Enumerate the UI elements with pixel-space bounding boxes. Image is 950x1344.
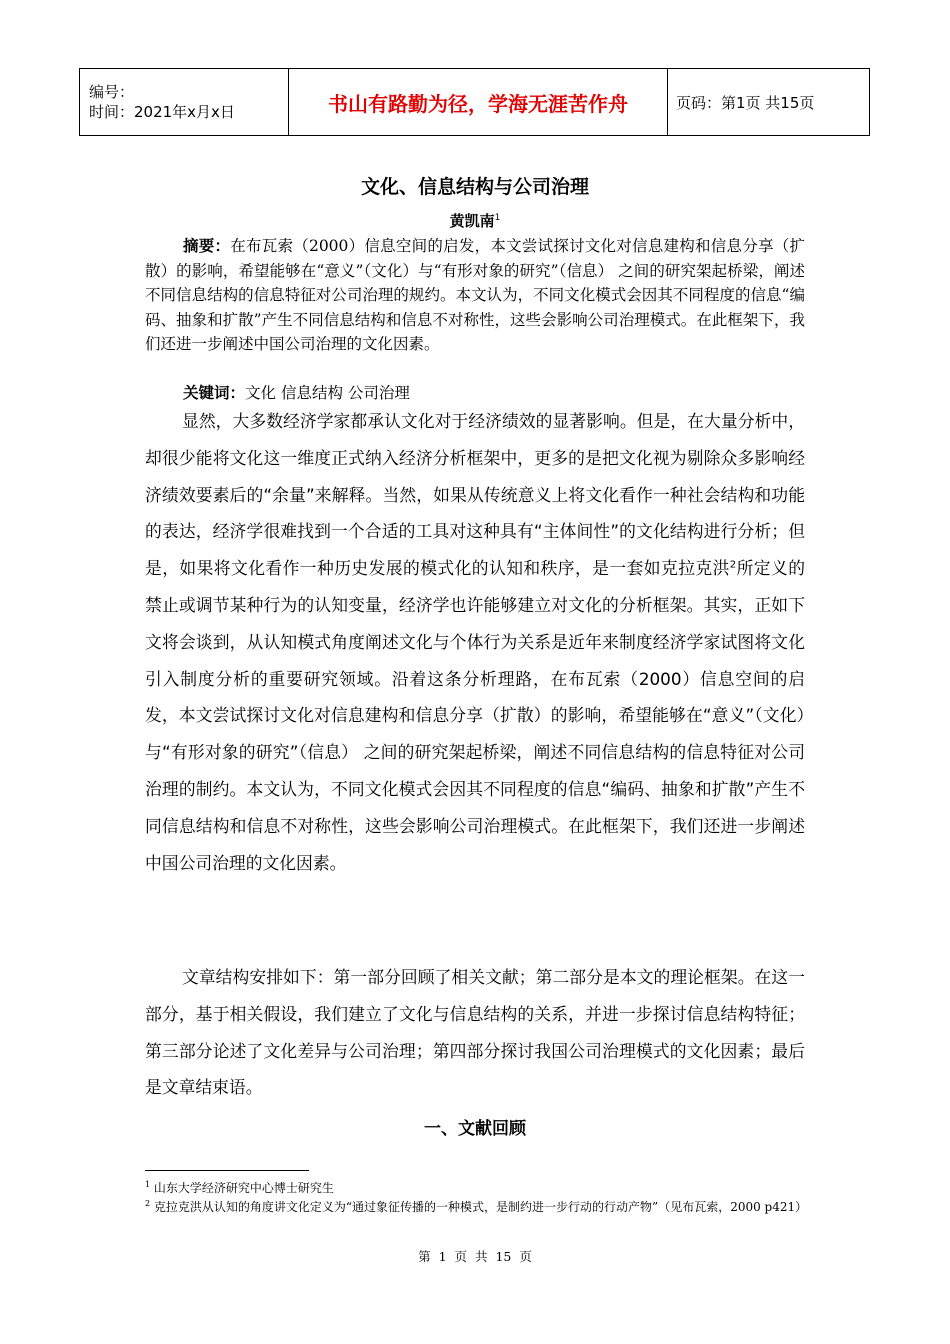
body-paragraph-1-text-a: 显然，大多数经济学家都承认文化对于经济绩效的显著影响。但是，在大量分析中，却很少能将文化这一维度正式纳入经济分析框架中，更多的是把文化视为剔除众多影响经济绩效要素后的“余量”来解释。当然，如果从传统意义上将文化看作一种社会结构和功能的表达，经济学很难找到一个合适的工具对这种具有“主体间性”的文化结构进行分析；但是，如果将文化看作一种历史发展的模式化的认知和秩序，是一套如克拉克洪 [145,411,805,579]
footnote-2-mark: 2 [145,1199,151,1208]
keywords-text: 文化 信息结构 公司治理 [245,384,410,402]
body-paragraph-1-text-b: 所定义的禁止或调节某种行为的认知变量，经济学也许能够建立对文化的分析框架。其实，正如下文将会谈到，从认知模式角度阐述文化与个体行为关系是近年来制度经济学家试图将文化引入制度分析的重要研究领域。沿着这条分析理路，在布瓦索（2000）信息空间的启发，本文尝试探讨文化对信息建构和信息分享（扩散）的影响，希望能够在“意义”（文化）与“有形对象的研究”（信息） 之间的研究架起桥梁，阐述不同信息结构的信息特征对公司治理的制约。本文认为，不同文化模式会因其不同程度的信息“编码、抽象和扩散”产生不同信息结构和信息不对称性，这些会影响公司治理模式。在此框架下，我们还进一步阐述中国公司治理的文化因素。 [145,558,805,873]
document-date-label: 时间：2021年x月x日 [89,103,235,121]
keywords [183,381,410,405]
footnote-1-mark: 1 [145,1180,151,1189]
article-title: 文化、信息结构与公司治理 [360,176,589,198]
footnote-1-text: 山东大学经济研究中心博士研究生 [153,1181,334,1195]
abstract-text: 在布瓦索（2000）信息空间的启发，本文尝试探讨文化对信息建构和信息分享（扩散）的影响，希望能够在“意义”（文化）与“有形对象的研究”（信息） 之间的研究架起桥梁，阐述不同信息结构的信息特征对公司治理的规约。本文认为，不同文化模式会因其不同程度的信息“编码、抽象和扩散”产生不同信息结构和信息不对称性，这些会影响公司治理模式。在此框架下，我们还进一步阐述中国公司治理的文化因素。 [145,237,805,353]
author-footnote-mark: 1 [494,213,501,223]
header-motto: 书山有路勤为径，学海无涯苦作舟 [328,91,628,116]
header-page-info: 页码：第1页 共15页 [668,69,870,136]
header-motto-cell [289,69,668,136]
abstract-label: 摘要： [183,236,231,255]
header-meta-cell [80,69,289,136]
footnote-2-text: 克拉克洪从认知的角度讲文化定义为“通过象征传播的一种模式，是制约进一步行动的行动产物”（见布瓦索，2000 p421） [153,1200,808,1214]
header-table [79,68,870,136]
footnote-separator [145,1170,309,1171]
keywords-label: 关键词： [183,383,246,402]
document-number-label: 编号： [89,83,135,101]
abstract [145,234,805,357]
footnote-1 [145,1176,805,1197]
footnote-ref-2: 2 [729,559,737,571]
body-paragraph-2: 文章结构安排如下：第一部分回顾了相关文献；第二部分是本文的理论框架。在这一部分，基于相关假设，我们建立了文化与信息结构的关系，并进一步探讨信息结构特征；第三部分论述了文化差异与公司治理；第四部分探讨我国公司治理模式的文化因素；最后是文章结束语。 [145,967,805,1098]
body-paragraph-1 [145,403,805,881]
page-number: 第 1 页 共 15 页 [418,1249,532,1264]
footnote-2 [145,1195,808,1216]
author-name: 黄凯南 [449,212,495,230]
author-line [0,210,950,231]
section-heading: 一、文献回顾 [424,1119,526,1139]
